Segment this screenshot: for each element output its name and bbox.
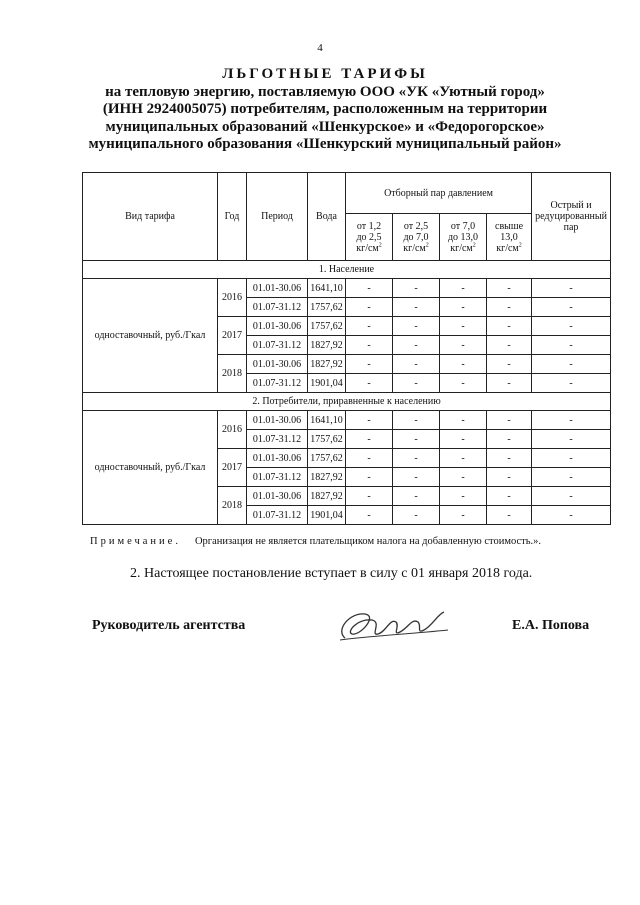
water-value: 1827,92 bbox=[308, 336, 346, 355]
title-line-4: муниципального образования «Шенкурский муниципальный район» bbox=[88, 136, 562, 152]
tariff-type: одноставочный, руб./Гкал bbox=[83, 411, 218, 525]
water-value: 1901,04 bbox=[308, 374, 346, 393]
dash-cell: - bbox=[487, 317, 532, 336]
table-row bbox=[83, 411, 611, 430]
period-cell: 01.07-31.12 bbox=[247, 298, 308, 317]
dash-cell: - bbox=[393, 374, 440, 393]
water-value: 1757,62 bbox=[308, 430, 346, 449]
period-cell: 01.01-30.06 bbox=[247, 411, 308, 430]
note-label: Примечание. bbox=[90, 536, 181, 547]
dash-cell: - bbox=[440, 430, 487, 449]
header-period: Период bbox=[247, 173, 308, 261]
dash-cell: - bbox=[393, 298, 440, 317]
year-cell: 2018 bbox=[218, 355, 247, 393]
dash-cell: - bbox=[532, 355, 611, 374]
dash-cell: - bbox=[346, 449, 393, 468]
dash-cell: - bbox=[440, 487, 487, 506]
dash-cell: - bbox=[393, 506, 440, 525]
water-value: 1827,92 bbox=[308, 487, 346, 506]
dash-cell: - bbox=[440, 298, 487, 317]
dash-cell: - bbox=[346, 317, 393, 336]
dash-cell: - bbox=[487, 487, 532, 506]
title-line-2: (ИНН 2924005075) потребителям, расположенным на территории bbox=[102, 101, 548, 117]
dash-cell: - bbox=[532, 506, 611, 525]
period-cell: 01.01-30.06 bbox=[247, 487, 308, 506]
period-cell: 01.01-30.06 bbox=[247, 279, 308, 298]
dash-cell: - bbox=[393, 468, 440, 487]
dash-cell: - bbox=[487, 430, 532, 449]
dash-cell: - bbox=[440, 374, 487, 393]
dash-cell: - bbox=[346, 468, 393, 487]
dash-cell: - bbox=[440, 317, 487, 336]
year-cell: 2016 bbox=[218, 279, 247, 317]
header-sharp-steam: Острый и редуцированный пар bbox=[532, 173, 611, 261]
title-line-3: муниципальных образований «Шенкурское» и «Федорогорское» bbox=[105, 118, 545, 135]
title-heading: ЛЬГОТНЫЕ ТАРИФЫ bbox=[222, 66, 428, 82]
water-value: 1757,62 bbox=[308, 317, 346, 336]
dash-cell: - bbox=[393, 430, 440, 449]
signer-name: Е.А. Попова bbox=[512, 618, 590, 633]
signature-icon bbox=[330, 600, 460, 655]
signer-title: Руководитель агентства bbox=[92, 618, 246, 633]
note-text: Организация не является плательщиком налога на добавленную стоимость.». bbox=[194, 536, 542, 547]
dash-cell: - bbox=[346, 374, 393, 393]
dash-cell: - bbox=[487, 336, 532, 355]
header-year: Год bbox=[218, 173, 247, 261]
dash-cell: - bbox=[346, 411, 393, 430]
period-cell: 01.07-31.12 bbox=[247, 506, 308, 525]
dash-cell: - bbox=[393, 336, 440, 355]
water-value: 1641,10 bbox=[308, 279, 346, 298]
year-cell: 2016 bbox=[218, 411, 247, 449]
dash-cell: - bbox=[487, 279, 532, 298]
header-sub-2: от 2,5 до 7,0 $кг/см^2$ bbox=[393, 214, 440, 261]
dash-cell: - bbox=[393, 317, 440, 336]
dash-cell: - bbox=[346, 430, 393, 449]
dash-cell: - bbox=[532, 317, 611, 336]
water-value: 1757,62 bbox=[308, 298, 346, 317]
tariff-table bbox=[82, 172, 611, 525]
dash-cell: - bbox=[532, 411, 611, 430]
water-value: 1641,10 bbox=[308, 411, 346, 430]
period-cell: 01.01-30.06 bbox=[247, 355, 308, 374]
dash-cell: - bbox=[346, 279, 393, 298]
dash-cell: - bbox=[393, 355, 440, 374]
dash-cell: - bbox=[532, 487, 611, 506]
section-row bbox=[83, 393, 611, 411]
dash-cell: - bbox=[393, 279, 440, 298]
dash-cell: - bbox=[532, 298, 611, 317]
header-vid: Вид тарифа bbox=[83, 173, 218, 261]
dash-cell: - bbox=[532, 279, 611, 298]
dash-cell: - bbox=[440, 468, 487, 487]
year-cell: 2017 bbox=[218, 317, 247, 355]
year-cell: 2018 bbox=[218, 487, 247, 525]
dash-cell: - bbox=[532, 449, 611, 468]
tariff-type: одноставочный, руб./Гкал bbox=[83, 279, 218, 393]
title-line-1: на тепловую энергию, поставляемую ООО «УК «Уютный город» bbox=[105, 83, 545, 100]
dash-cell: - bbox=[346, 355, 393, 374]
period-cell: 01.07-31.12 bbox=[247, 374, 308, 393]
period-cell: 01.07-31.12 bbox=[247, 336, 308, 355]
header-sub-1: от 1,2 до 2,5 $кг/см^2$ bbox=[346, 214, 393, 261]
document-title bbox=[60, 66, 590, 154]
dash-cell: - bbox=[487, 411, 532, 430]
dash-cell: - bbox=[346, 487, 393, 506]
water-value: 1827,92 bbox=[308, 355, 346, 374]
dash-cell: - bbox=[487, 468, 532, 487]
dash-cell: - bbox=[393, 487, 440, 506]
header-sub-4: свыше 13,0 $кг/см^2$ bbox=[487, 214, 532, 261]
dash-cell: - bbox=[487, 506, 532, 525]
section-title: 2. Потребители, приравненные к населению bbox=[83, 393, 611, 411]
page-number: 4 bbox=[317, 42, 323, 54]
section-title: 1. Население bbox=[83, 261, 611, 279]
dash-cell: - bbox=[440, 506, 487, 525]
section-row bbox=[83, 261, 611, 279]
dash-cell: - bbox=[440, 279, 487, 298]
period-cell: 01.07-31.12 bbox=[247, 468, 308, 487]
dash-cell: - bbox=[487, 449, 532, 468]
period-cell: 01.01-30.06 bbox=[247, 317, 308, 336]
dash-cell: - bbox=[440, 449, 487, 468]
dash-cell: - bbox=[440, 336, 487, 355]
header-selected-steam: Отборный пар давлением bbox=[346, 173, 532, 214]
effective-clause: 2. Настоящее постановление вступает в силу с 01 января 2018 года. bbox=[130, 566, 533, 581]
dash-cell: - bbox=[346, 336, 393, 355]
header-water: Вода bbox=[308, 173, 346, 261]
dash-cell: - bbox=[532, 374, 611, 393]
dash-cell: - bbox=[440, 411, 487, 430]
dash-cell: - bbox=[487, 355, 532, 374]
dash-cell: - bbox=[487, 374, 532, 393]
dash-cell: - bbox=[440, 355, 487, 374]
period-cell: 01.07-31.12 bbox=[247, 430, 308, 449]
dash-cell: - bbox=[487, 298, 532, 317]
dash-cell: - bbox=[532, 336, 611, 355]
dash-cell: - bbox=[532, 430, 611, 449]
year-cell: 2017 bbox=[218, 449, 247, 487]
dash-cell: - bbox=[346, 506, 393, 525]
dash-cell: - bbox=[393, 411, 440, 430]
water-value: 1757,62 bbox=[308, 449, 346, 468]
period-cell: 01.01-30.06 bbox=[247, 449, 308, 468]
water-value: 1901,04 bbox=[308, 506, 346, 525]
table-row bbox=[83, 279, 611, 298]
dash-cell: - bbox=[393, 449, 440, 468]
note bbox=[90, 536, 630, 547]
water-value: 1827,92 bbox=[308, 468, 346, 487]
dash-cell: - bbox=[532, 468, 611, 487]
dash-cell: - bbox=[346, 298, 393, 317]
header-sub-3: от 7,0 до 13,0 $кг/см^2$ bbox=[440, 214, 487, 261]
